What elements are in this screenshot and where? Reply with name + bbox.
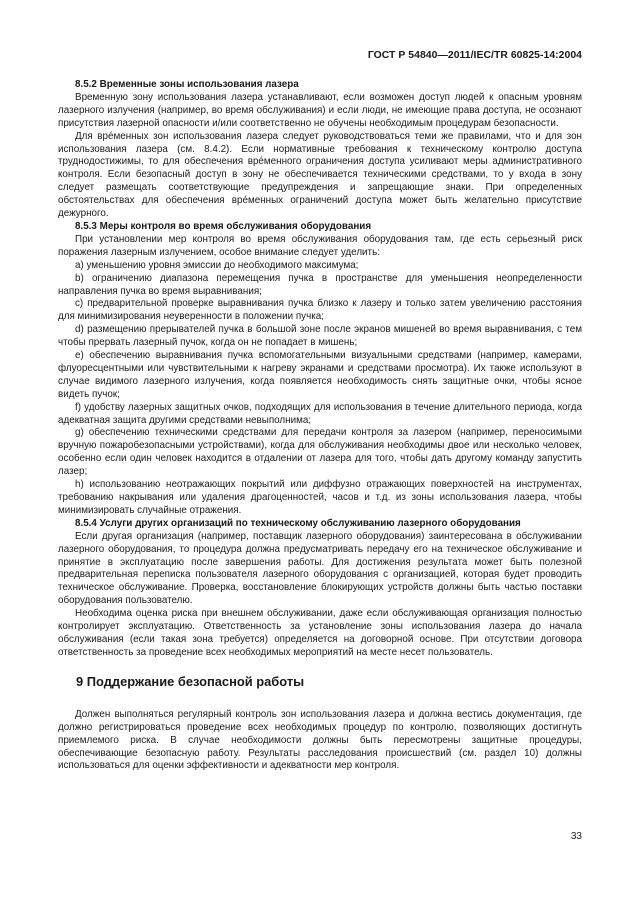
list-item-g: g) обеспечению техническими средствами для передачи контроля за лазером (например, переносимыми вручную пожаробезопасными устройствами), когда для обслуживания необходимы двое или несколько человек, особенно если один человек находится в отдалении от лазера для того, чтобы дать другому команду запустить лазер; xyxy=(58,427,582,478)
list-item-f: f) удобству лазерных защитных очков, подходящих для использования в течение длительного периода, когда адекватная защита другими средствами невыполнима; xyxy=(58,401,582,426)
list-item-c: c) предварительной проверке выравнивания пучка близко к лазеру и только затем увеличению расстояния для минимизирования неуверенности в положении пучка; xyxy=(58,298,582,323)
paragraph: Временную зону использования лазера устанавливают, если возможен доступ людей к опасным уровням лазерного излучения (например, во время обслуживания) и если люди, не имеющие права доступа, не осознают присутствия лазерной опасности и/или соответственно не обучены необходимым процедурам безопасности. xyxy=(58,91,582,129)
paragraph: Должен выполняться регулярный контроль зон использования лазера и должна вестись документация, где должно регистрироваться проведение всех необходимых процедур по контролю, позволяющих достигнуть приемлемого риска. В случае необходимости должны быть пересмотрены защитные процедуры, обеспечивающие безопасную работу. Результаты расследования происшествий (см. раздел 10) должны использоваться для оценки эффективности и адекватности мер контроля. xyxy=(58,708,582,772)
paragraph: При установлении мер контроля во время обслуживания оборудования там, где есть серьезный риск поражения лазерным излучением, особое внимание следует уделить: xyxy=(58,233,582,258)
list-item-a: a) уменьшению уровня эмиссии до необходимого максимума; xyxy=(75,259,359,271)
section-heading-8-5-2: 8.5.2 Временные зоны использования лазера xyxy=(75,79,299,90)
section-heading-8-5-3: 8.5.3 Меры контроля во время обслуживания оборудования xyxy=(75,220,372,232)
page-number: 33 xyxy=(570,831,582,842)
list-item-b: b) ограничению диапазона перемещения пучка в пространстве для уменьшения неопределенности направления пучка во время выравнивания; xyxy=(58,272,582,297)
list-item-h: h) использованию неотражающих покрытий или диффузно отражающих поверхностей на инструментах, требованию накрывания или удаления драгоценностей, часов и т.д. из зоны использования лазера, чтобы минимизировать случайные отражения. xyxy=(58,479,582,516)
list-item-d: d) размещению прерывателей пучка в большой зоне после экранов мишеней во время выравнивания, с тем чтобы прервать лазерный пучок, когда он не попадает в мишень; xyxy=(58,324,582,349)
section-heading-8-5-4: 8.5.4 Услуги других организаций по техническому обслуживанию лазерного оборудования xyxy=(75,517,521,529)
document-body xyxy=(58,79,582,773)
standard-header: ГОСТ Р 54840—2011/IEC/TR 60825-14:2004 xyxy=(367,50,582,61)
paragraph: Необходима оценка риска при внешнем обслуживании, даже если обслуживающая организация полностью контролирует эксплуатацию. Ответственность за установление зоны использования лазера до начала обслуживания (если такая зона требуется) определяется на договорной основе. При отсутствии договора ответственность за проведение всех необходимых мероприятий на месте несет пользователь. xyxy=(58,608,582,658)
list-item-e: e) обеспечению выравнивания пучка вспомогательными визуальными средствами (например, камерами, флуоресцентными или чувствительными к нагреву экранами и средствами просмотра). Их также используют в случае видимого лазерного излучения, когда появляется необходимость снять защитные очки, чтобы ясное видеть пучок; xyxy=(58,350,582,400)
section-heading-9: 9 Поддержание безопасной работы xyxy=(76,673,305,689)
paragraph: Если другая организация (например, поставщик лазерного оборудования) заинтересована в обслуживании лазерного оборудования, то процедура должна предусматривать передачу его на техническое обслуживание и принятие в эксплуатацию после завершения работы. Для достижения результата может быть полезной предварительная переписка пользователя лазерного оборудования с организацией, которая будет проводить техническое обслуживание. Проверка, восстановление блокирующих устройств должны быть частью поставки оборудования пользователю. xyxy=(58,530,582,607)
paragraph: Для врéменных зон использования лазера следует руководствоваться теми же правилами, что и для зон использования лазера (см. 8.4.2). Если нормативные требования к техническому контролю доступа труднодостижимы, то для обеспечения врéменного ограничения доступа усиливают меры административного контроля. Если безопасный доступ в зону не обеспечивается техническими средствами, то у входа в зону следует размещать соответствующие предупреждения и запрещающие знаки. При определенных обстоятельствах для обеспечения врéменных ограничений доступа может быть желательно присутствие дежурного. xyxy=(58,130,582,220)
